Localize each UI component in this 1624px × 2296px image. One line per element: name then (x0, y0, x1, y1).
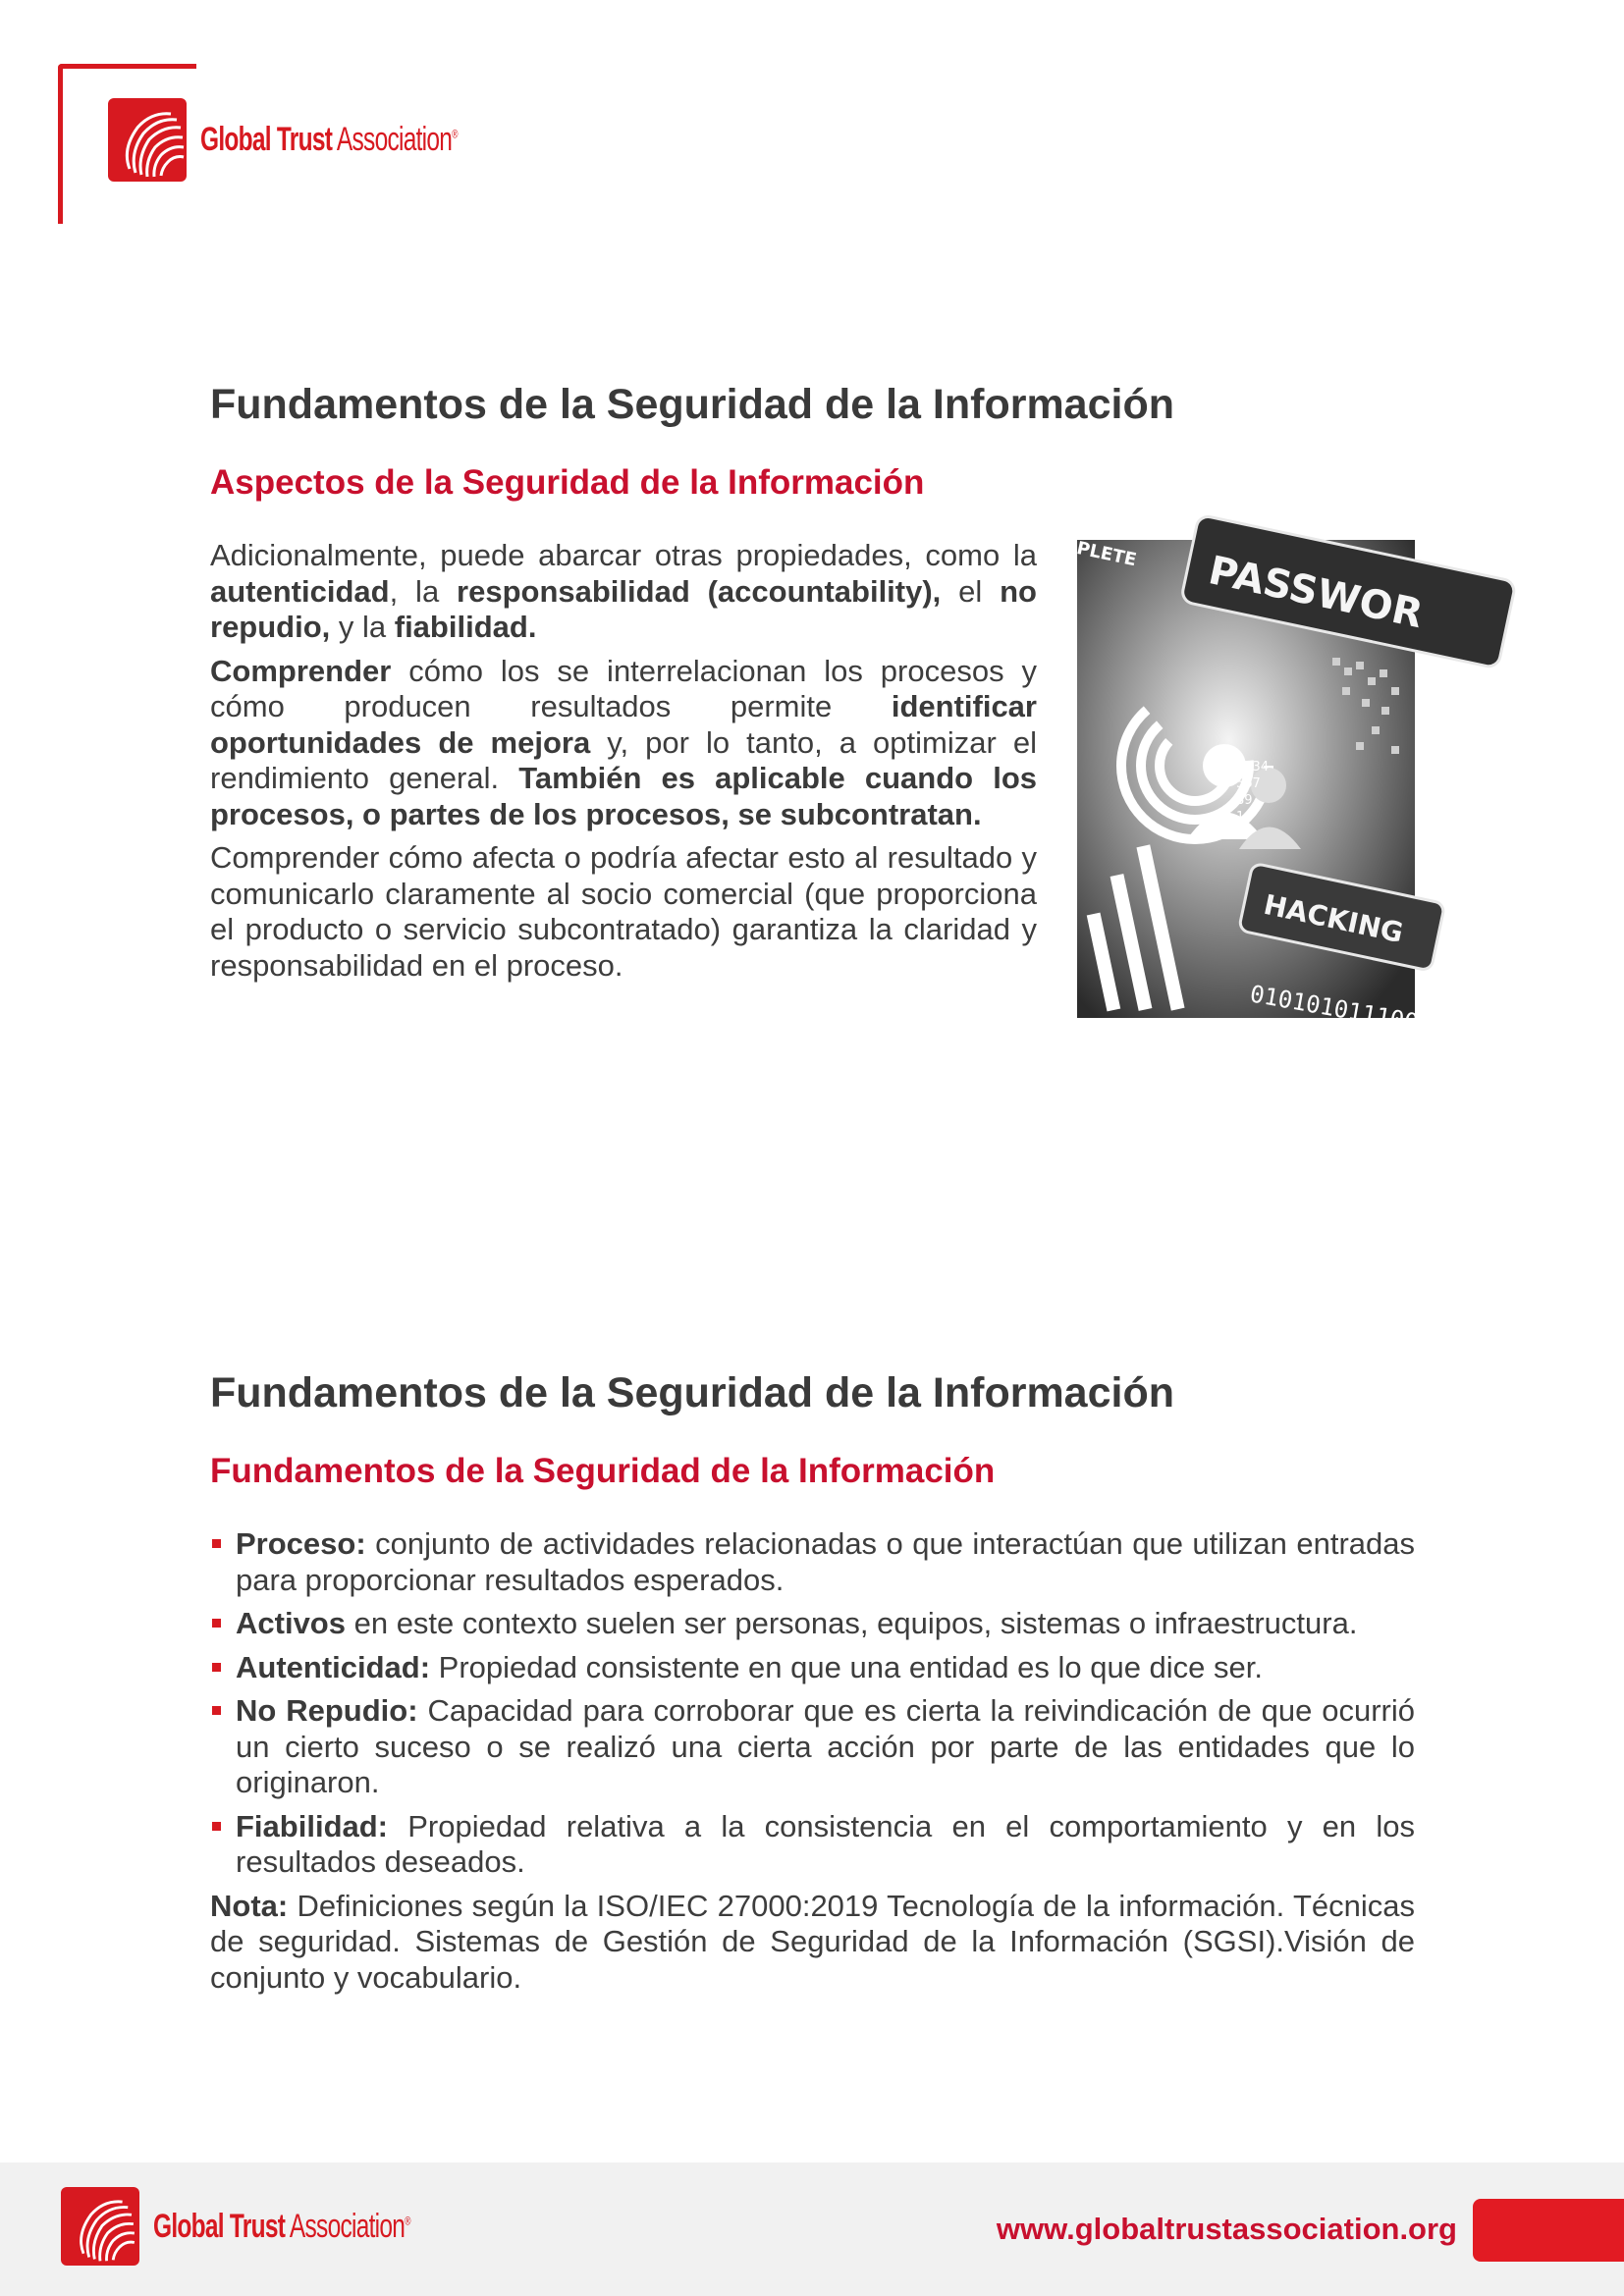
note-text: Definiciones según la ISO/IEC 27000:2019 Tecnología de la información. Técnicas de seguridad. Sistemas de Gestión de Seguridad de la Información (SGSI).Visión de conjunto y vocabulario. (210, 1888, 1415, 1995)
bullet-text: conjunto de actividades relacionadas o que interactúan que utilizan entradas para proporcionar resultados esperados. (236, 1526, 1415, 1597)
brand-name-regular: Association (336, 121, 453, 158)
text-run: y, por lo tanto, a optimizar el rendimiento general. (210, 724, 1037, 795)
brand-name (200, 121, 458, 159)
password-label: PASSWOR (1204, 548, 1428, 638)
bullet-fiabilidad (210, 1809, 1415, 1881)
bullet-text: Capacidad para corroborar que es cierta la reivindicación de que ocurrió un cierto suceso o se realizó una cierta acción por parte de las entidades que lo originaron. (236, 1693, 1415, 1799)
brand-name-bold: Global Trust (153, 2207, 286, 2245)
code-2: 567 (1236, 776, 1261, 791)
section2-subtitle: Fundamentos de la Seguridad de la Información (210, 1452, 996, 1490)
section1-title: Fundamentos de la Seguridad de la Información (210, 381, 1174, 428)
binary-text: 0101010111001 (1247, 980, 1435, 1040)
bullet-autenticidad (210, 1650, 1415, 1686)
section1-paragraph-2 (210, 654, 1037, 833)
globe-stripes-icon (108, 98, 187, 182)
bullet-square-icon (212, 1619, 221, 1628)
bullet-text: Propiedad relativa a la consistencia en el comportamiento y en los resultados deseados. (236, 1808, 1415, 1879)
password-illustration (1074, 538, 1435, 1040)
bullet-square-icon (212, 1706, 221, 1715)
bullet-text: en este contexto suelen ser personas, equipos, sistemas o infraestructura. (345, 1606, 1358, 1640)
text-run: el (941, 573, 1001, 609)
bullet-term: Proceso: (236, 1526, 366, 1561)
bold-run: no repudio, (210, 573, 1037, 644)
text-run: , la (389, 573, 458, 609)
definitions-note (210, 1889, 1415, 1997)
section2-body (210, 1526, 1415, 1996)
code-3: 89 (1236, 793, 1253, 808)
text-run: y la (330, 610, 395, 644)
footer-accent-bar (1473, 2199, 1624, 2262)
text-run: cómo los se interrelacionan los procesos y cómo producen resultados permite (210, 653, 1037, 723)
code-1: 1234 (1236, 760, 1270, 774)
bullet-square-icon (212, 1663, 221, 1672)
header-logo (108, 98, 558, 182)
note-label: Nota: (210, 1888, 289, 1923)
hacking-label: HACKING (1261, 887, 1407, 950)
section1-paragraph-1 (210, 538, 1037, 646)
bullet-term: Fiabilidad: (236, 1808, 388, 1843)
brand-name-bold: Global Trust (200, 121, 333, 158)
text-run: Adicionalmente, puede abarcar otras propiedades, como la (210, 538, 1037, 572)
bullet-activos (210, 1606, 1415, 1642)
bold-run: identificar oportunidades de mejora (210, 689, 1037, 760)
corner-accent-horizontal (58, 64, 196, 69)
brand-name (153, 2208, 410, 2246)
bold-run: También es aplicable cuando los procesos, o partes de los procesos, se subcontratan. (210, 761, 1038, 831)
registered-mark: ® (452, 127, 458, 141)
section1-body (210, 538, 1037, 991)
footer-logo (61, 2187, 511, 2266)
bullet-text: Propiedad consistente en que una entidad es lo que dice ser. (430, 1649, 1264, 1684)
globe-stripes-icon (61, 2187, 139, 2266)
bullet-term: Activos (236, 1606, 346, 1640)
globe-logo-icon (108, 98, 187, 182)
code-4: 10 (1236, 810, 1253, 825)
bullet-term: Autenticidad: (236, 1649, 431, 1684)
password-hacking-image (1074, 538, 1435, 1040)
brand-name-regular: Association (289, 2207, 406, 2245)
section1-paragraph-3: Comprender cómo afecta o podría afectar esto al resultado y comunicarlo claramente al socio comercial (que proporciona el producto o servicio subcontratado) garantiza la claridad y responsabilidad en el proceso. (210, 840, 1037, 983)
bold-run: Comprender (210, 653, 392, 688)
bullet-no-repudio (210, 1693, 1415, 1801)
section2-title: Fundamentos de la Seguridad de la Información (210, 1369, 1174, 1416)
registered-mark: ® (405, 2214, 410, 2228)
bullet-square-icon (212, 1822, 221, 1831)
corner-accent-vertical (58, 64, 63, 224)
globe-logo-icon (61, 2187, 139, 2266)
bold-run: fiabilidad. (394, 610, 537, 644)
bullet-proceso (210, 1526, 1415, 1598)
bold-run: autenticidad (210, 573, 390, 609)
complete-label: PLETE (1074, 538, 1139, 571)
bold-run: responsabilidad (accountability), (457, 573, 942, 609)
section1-subtitle: Aspectos de la Seguridad de la Información (210, 463, 925, 502)
website-link[interactable]: www.globaltrustassociation.org (996, 2212, 1457, 2246)
bullet-square-icon (212, 1539, 221, 1548)
bullet-term: No Repudio: (236, 1693, 418, 1728)
